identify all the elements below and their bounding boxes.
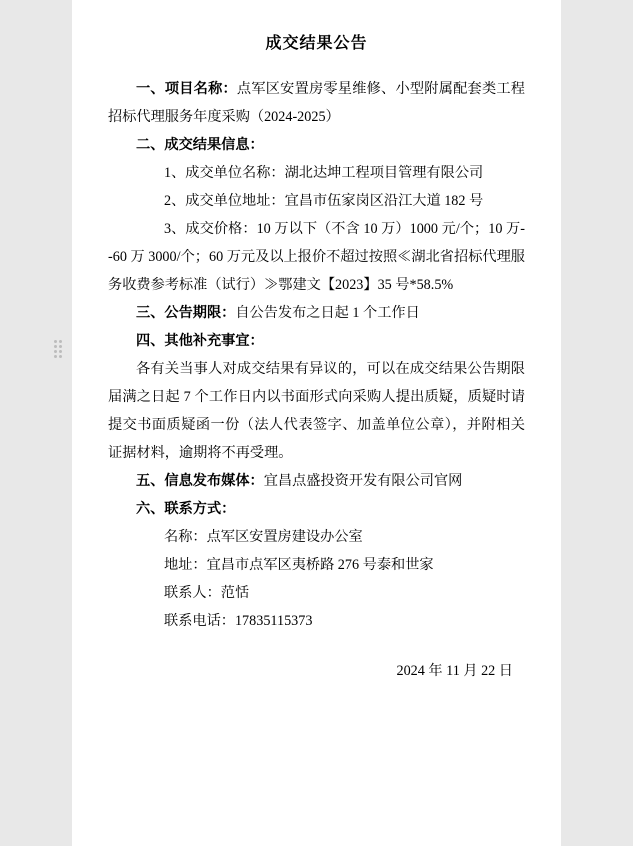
contact-name: 名称：点军区安置房建设办公室 — [164, 529, 363, 545]
contact-person: 联系人：范恬 — [164, 585, 250, 601]
bottom-spacer — [108, 699, 525, 709]
section-heading-4: 四、其他补充事宜： — [136, 333, 264, 349]
section-text-5: 宜昌点盛投资开发有限公司官网 — [263, 473, 463, 489]
section-text-1: 点军区安置房零星维修、小型附属配套类工程招标代理服务年度采购（2024-2025） — [108, 81, 525, 125]
section-media — [108, 467, 525, 495]
section-result-info — [108, 131, 525, 159]
section-heading-1: 一、项目名称： — [136, 81, 237, 97]
section-text-3: 自公告发布之日起 1 个工作日 — [235, 305, 420, 321]
section-heading-5: 五、信息发布媒体： — [136, 473, 264, 489]
section-supplementary — [108, 327, 525, 355]
section-heading-6: 六、联系方式： — [136, 501, 236, 517]
document-page — [72, 0, 561, 846]
drag-handle-icon[interactable] — [54, 340, 64, 362]
section-heading-3: 三、公告期限： — [136, 305, 236, 321]
result-item-3 — [108, 215, 525, 299]
section-notice-period — [108, 299, 525, 327]
section-project-name — [108, 75, 525, 131]
contact-address: 地址：宜昌市点军区夷桥路 276 号泰和世家 — [164, 557, 434, 573]
document-date: 2024 年 11 月 22 日 — [396, 663, 513, 679]
result-item-2: 2、成交单位地址：宜昌市伍家岗区沿江大道 182 号 — [164, 193, 484, 209]
result-item-1: 1、成交单位名称：湖北达坤工程项目管理有限公司 — [164, 165, 484, 181]
section-contact — [108, 495, 525, 523]
page-title: 成交结果公告 — [265, 35, 368, 52]
supplementary-body: 各有关当事人对成交结果有异议的，可以在成交结果公告期限届满之日起 7 个工作日内以书面形式向采购人提出质疑，质疑时请提交书面质疑函一份（法人代表签字、加盖单位公章），并附相关证据材料，逾期将不再受理。 — [108, 361, 525, 461]
section-heading-2: 二、成交结果信息： — [136, 137, 264, 153]
contact-phone: 联系电话：17835115373 — [164, 613, 313, 629]
price-label: 3、成交价格： — [164, 221, 257, 237]
document-body — [72, 0, 561, 709]
price-text: 10 万以下（不含 10 万）1000 元/个；10 万--60 万 3000/个；60 万元及以上报价不超过按照≪湖北省招标代理服务收费参考标准（试行）≫鄂建文【2023】35 号*58.5% — [108, 221, 525, 293]
